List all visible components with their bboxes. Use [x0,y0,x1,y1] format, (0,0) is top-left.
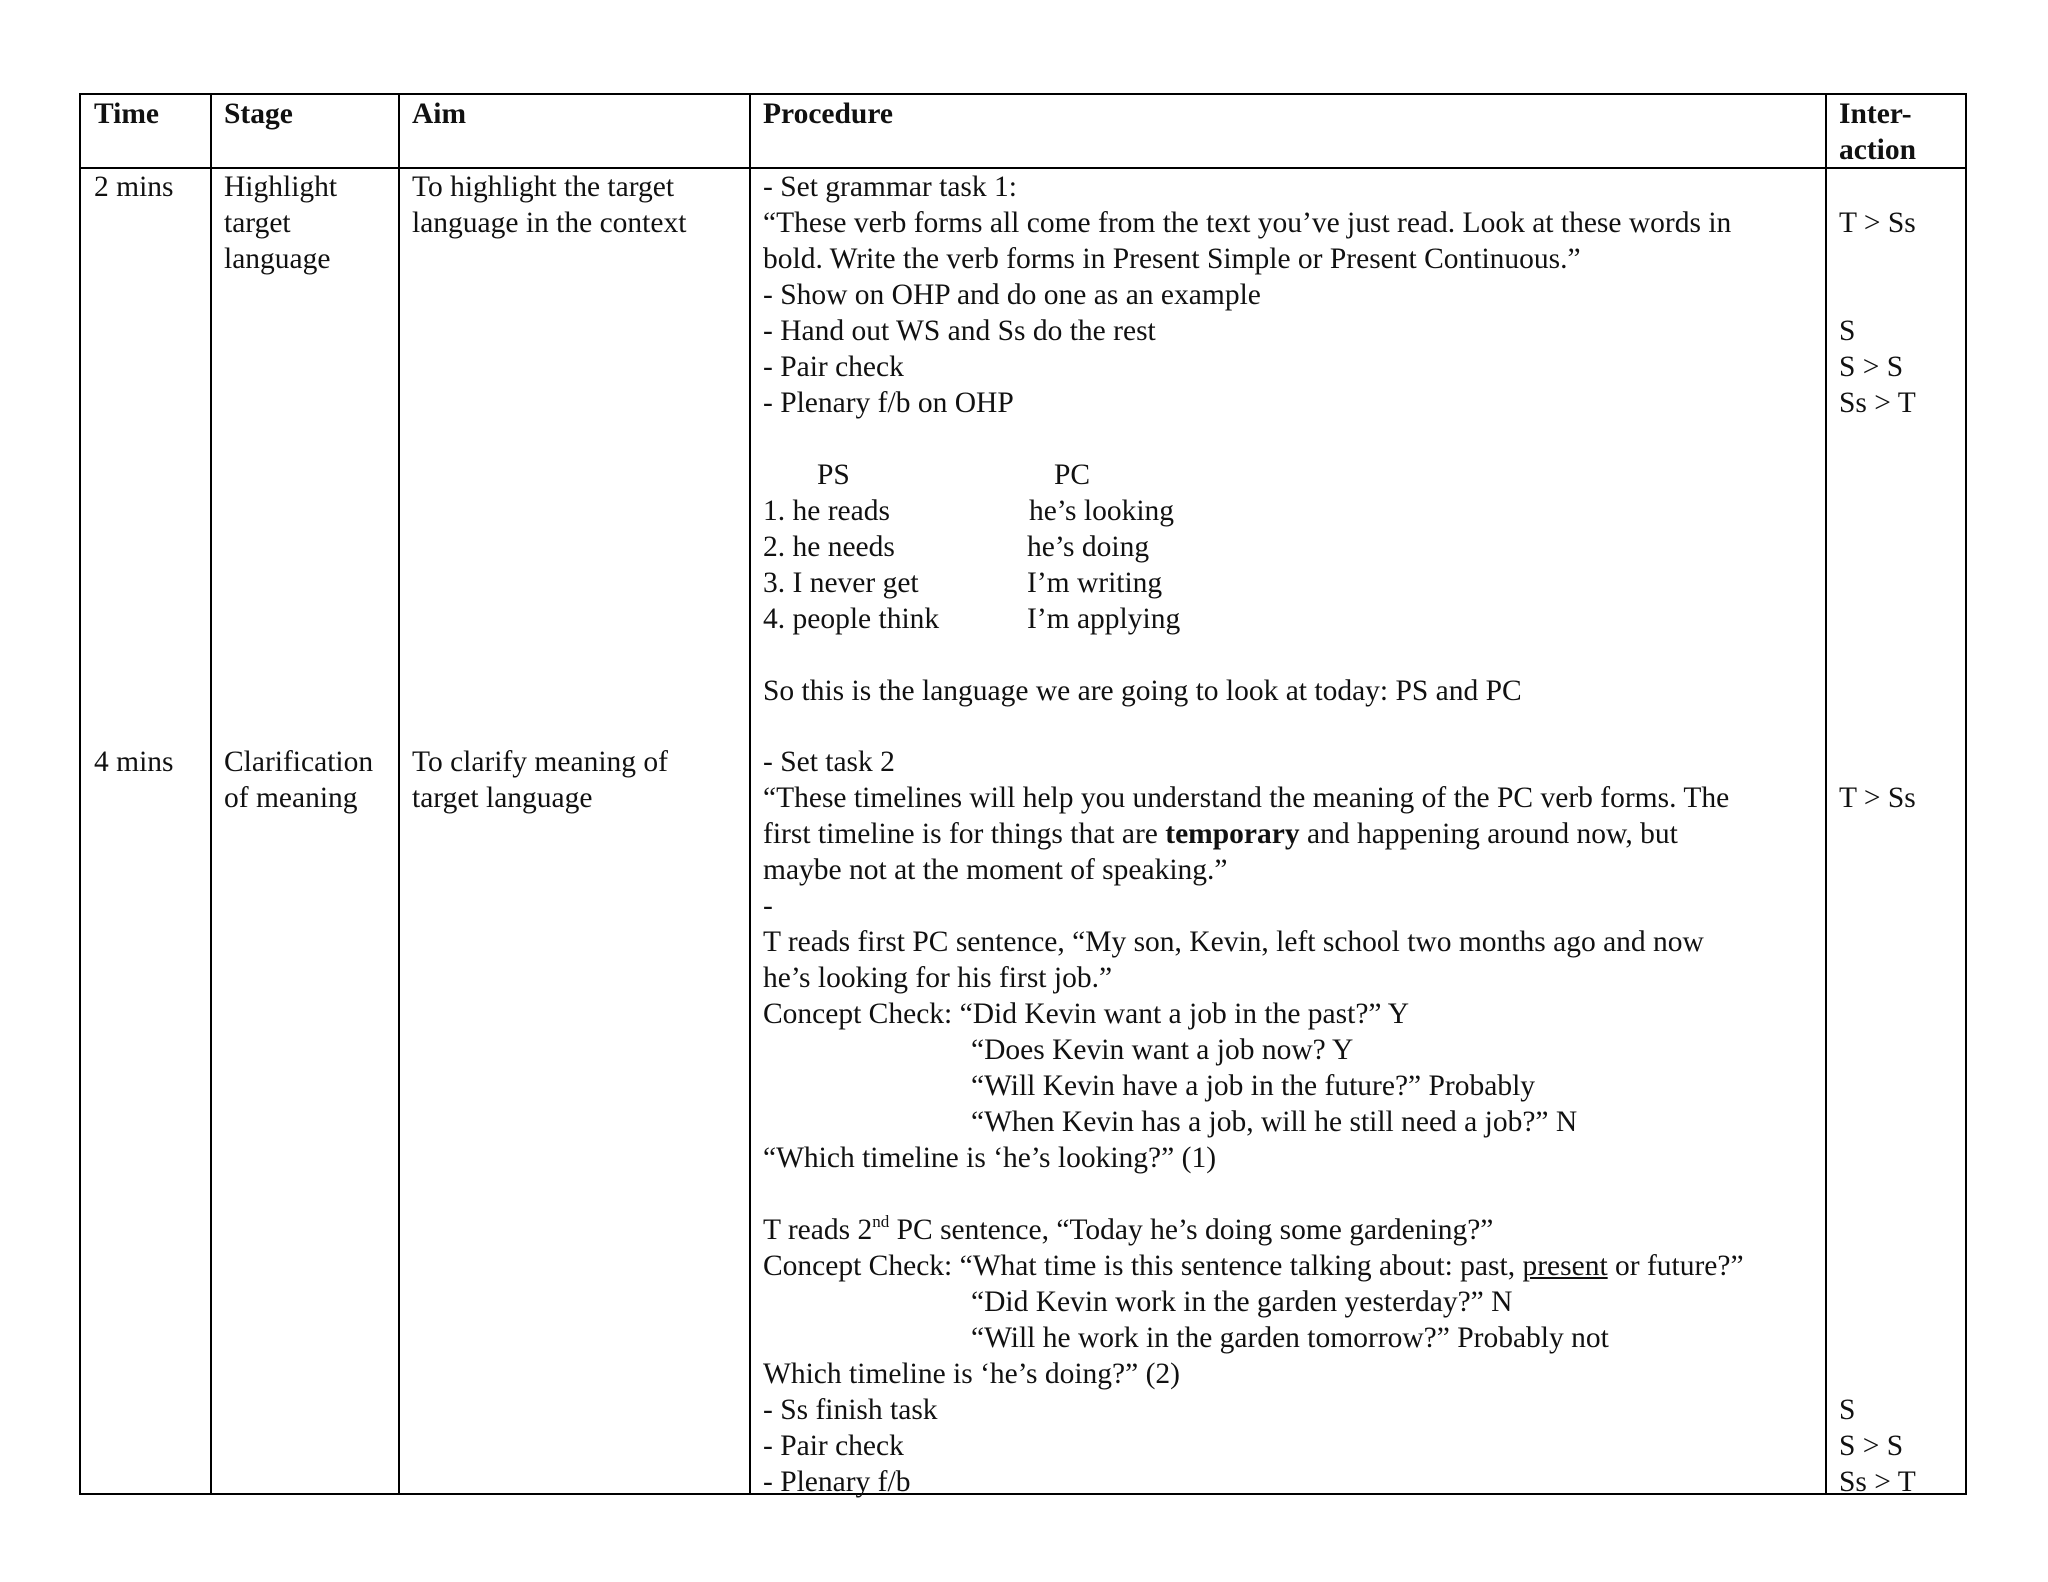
header-procedure: Procedure [763,98,893,130]
column-divider [210,95,212,1493]
procedure-line: - Plenary f/b [763,1466,911,1498]
procedure-line: - Ss finish task [763,1394,938,1426]
procedure-line: “Will he work in the garden tomorrow?” Probably not [971,1322,1609,1354]
header-interaction-line2: action [1839,134,1917,166]
interaction-label: S [1839,1394,1856,1426]
superscript: nd [872,1212,890,1231]
text-run: T reads 2 [763,1214,873,1246]
ps-item: 1. he reads [763,495,890,527]
row1-aim-line: language in the context [412,207,687,239]
pc-heading: PC [1054,459,1091,491]
procedure-line: - Plenary f/b on OHP [763,387,1014,419]
ps-item: 4. people think [763,603,940,635]
procedure-line: “Did Kevin work in the garden yesterday?” N [971,1286,1513,1318]
procedure-line: - Pair check [763,1430,904,1462]
column-divider [398,95,400,1493]
ps-heading: PS [817,459,850,491]
procedure-line: bold. Write the verb forms in Present Simple or Present Continuous.” [763,243,1581,275]
interaction-label: T > Ss [1839,207,1916,239]
procedure-line: Concept Check: “Did Kevin want a job in the past?” Y [763,998,1410,1030]
row2-aim-line: target language [412,782,593,814]
procedure-line: T reads first PC sentence, “My son, Kevin, left school two months ago and now [763,926,1704,958]
row2-aim-line: To clarify meaning of [412,746,668,778]
row1-stage-line: Highlight [224,171,338,203]
interaction-label: S > S [1839,1430,1904,1462]
row2-stage-line: Clarification [224,746,374,778]
column-divider [1825,95,1827,1493]
procedure-line: - Show on OHP and do one as an example [763,279,1261,311]
interaction-label: Ss > T [1839,1466,1916,1498]
procedure-line: Which timeline is ‘he’s doing?” (2) [763,1358,1180,1390]
interaction-label: S > S [1839,351,1904,383]
procedure-line [763,1248,1744,1284]
header-time: Time [94,98,160,130]
header-aim: Aim [412,98,467,130]
procedure-line [763,1212,1493,1252]
text-run: PC sentence, “Today he’s doing some gardening?” [889,1214,1494,1246]
text-run: Concept Check: “What time is this sentence talking about: past, [763,1250,1523,1282]
row1-stage-line: language [224,243,331,275]
procedure-line: he’s looking for his first job.” [763,962,1113,994]
header-stage: Stage [224,98,293,130]
row2-stage-line: of meaning [224,782,358,814]
procedure-line: - Set task 2 [763,746,895,778]
pc-item: I’m applying [1027,603,1181,635]
procedure-line [763,816,1678,852]
pc-item: he’s looking [1029,495,1175,527]
procedure-line: “These verb forms all come from the text you’ve just read. Look at these words in [763,207,1732,239]
procedure-line: “When Kevin has a job, will he still need a job?” N [971,1106,1578,1138]
procedure-line: “These timelines will help you understand the meaning of the PC verb forms. The [763,782,1730,814]
ps-item: 2. he needs [763,531,895,563]
text-run: or future?” [1607,1250,1744,1282]
procedure-line: So this is the language we are going to look at today: PS and PC [763,675,1522,707]
procedure-line: “Will Kevin have a job in the future?” Probably [971,1070,1536,1102]
pc-item: I’m writing [1027,567,1163,599]
text-run: first timeline is for things that are [763,818,1166,850]
header-divider [81,167,1965,169]
interaction-label: S [1839,315,1856,347]
procedure-line: - Hand out WS and Ss do the rest [763,315,1156,347]
pc-item: he’s doing [1027,531,1150,563]
procedure-line: maybe not at the moment of speaking.” [763,854,1228,886]
column-divider [749,95,751,1493]
row2-time: 4 mins [94,746,174,778]
row1-time: 2 mins [94,171,174,203]
ps-item: 3. I never get [763,567,919,599]
row1-stage-line: target [224,207,291,239]
procedure-line: “Which timeline is ‘he’s looking?” (1) [763,1142,1217,1174]
interaction-label: Ss > T [1839,387,1916,419]
text-run: and happening around now, but [1299,818,1678,850]
underlined-text-run: present [1522,1250,1608,1282]
procedure-line: “Does Kevin want a job now? Y [971,1034,1354,1066]
procedure-line: - Set grammar task 1: [763,171,1017,203]
header-interaction-line1: Inter- [1839,98,1912,130]
procedure-line: - [763,890,773,922]
procedure-line: - Pair check [763,351,904,383]
row1-aim-line: To highlight the target [412,171,675,203]
bold-text-run: temporary [1165,818,1300,850]
interaction-label: T > Ss [1839,782,1916,814]
